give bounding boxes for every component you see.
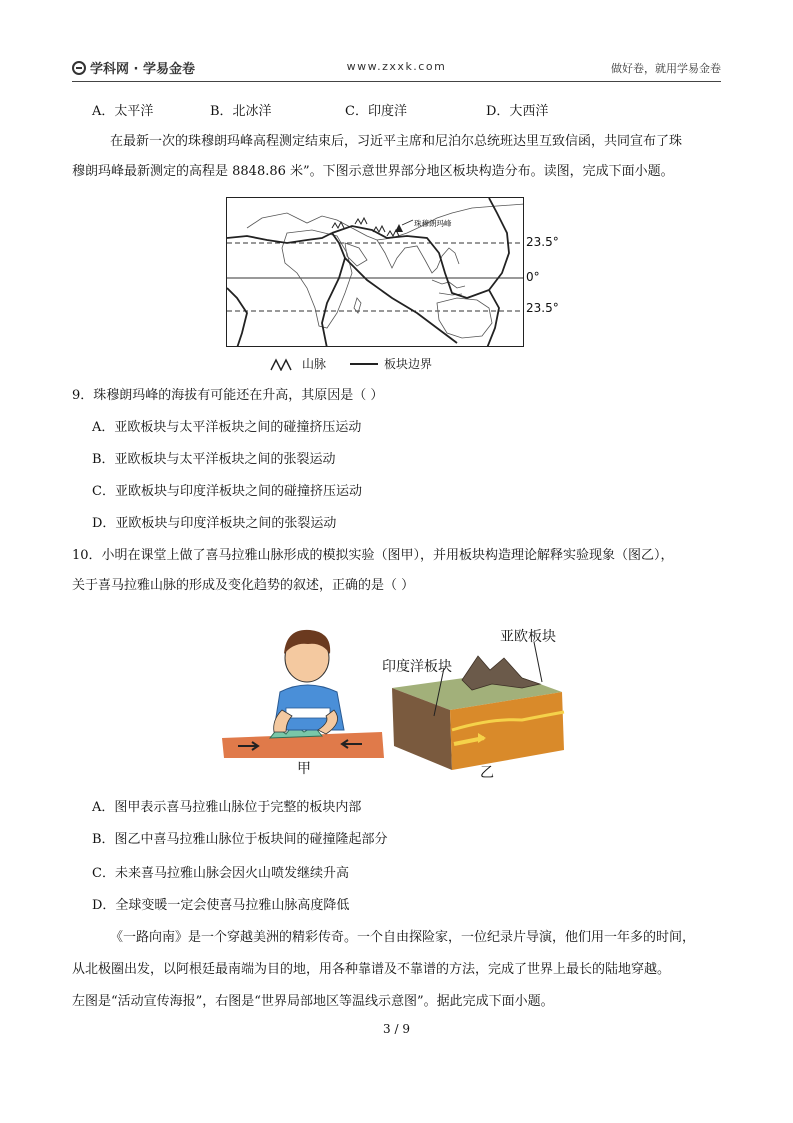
everest-marker [395, 224, 403, 232]
eurasian-plate-label: 亚欧板块 [500, 629, 556, 645]
intro2-line2: 从北极圈出发，以阿根廷最南端为目的地，用各种靠谱及不靠谱的方法，完成了世界上最长的陆地穿越。 [72, 962, 671, 977]
south-asia-coast [377, 240, 459, 273]
q10-option-a: A．图甲表示喜马拉雅山脉位于完整的板块内部 [92, 800, 362, 815]
everest-pointer [402, 220, 413, 225]
australia-outline [437, 298, 492, 338]
indian-plate-label: 印度洋板块 [382, 659, 452, 675]
intro1-line1: 在最新一次的珠穆朗玛峰高程测定结束后，习近平主席和尼泊尔总统班达里互致信函，共同宣布了珠 [110, 134, 683, 149]
q8-option-d: D．大西洋 [486, 104, 549, 119]
q9-option-a: A．亚欧板块与太平洋板块之间的碰撞挤压运动 [92, 420, 362, 435]
himalaya-relief [462, 656, 540, 690]
q8-option-a: A．太平洋 [92, 104, 154, 119]
header-slogan: 做好卷，就用学易金卷 [611, 62, 721, 75]
intro2-line3: 左图是“活动宣传海报”，右图是“世界局部地区等温线示意图”。据此完成下面小题。 [72, 994, 554, 1009]
boundary-atlantic [227, 288, 247, 347]
lat-label-equator: 0° [526, 270, 540, 284]
experiment-figure [222, 620, 574, 780]
map-legend [270, 355, 432, 372]
q8-option-b: B．北冰洋 [210, 104, 272, 119]
boundary-pacific-south [487, 290, 499, 347]
page-header [72, 56, 721, 82]
eurasian-plate-pointer [534, 642, 542, 682]
latitude-labels [524, 197, 584, 347]
africa-outline [282, 230, 352, 328]
figure-jia-label: 甲 [297, 761, 311, 777]
header-url: www.zxxk.com [346, 60, 447, 73]
plate-map [226, 197, 524, 347]
boundary-indian-ridge [345, 258, 457, 343]
figure-yi-label: 乙 [480, 765, 494, 781]
eurasia-coast [247, 204, 524, 240]
q10-stem-line1: 10．小明在课堂上做了喜马拉雅山脉形成的模拟实验（图甲），并用板块构造理论解释实验现象（图乙）， [72, 548, 674, 563]
q10-option-d: D．全球变暖一定会使喜马拉雅山脉高度降低 [92, 898, 350, 913]
q10-option-b: B．图乙中喜马拉雅山脉位于板块间的碰撞隆起部分 [92, 832, 388, 847]
intro2-line1: 《一路向南》是一个穿越美洲的精彩传奇。一个自由探险家，一位纪录片导演，他们用一年多的时间， [110, 930, 696, 945]
q9-stem: 9．珠穆朗玛峰的海拔有可能还在升高，其原因是（ ） [72, 388, 384, 403]
legend-boundary-label: 板块边界 [384, 357, 433, 371]
legend-boundary-line [350, 363, 378, 365]
boundary-africa-east [322, 233, 345, 347]
q9-option-d: D．亚欧板块与印度洋板块之间的张裂运动 [92, 516, 337, 531]
lat-label-south: 23.5° [526, 301, 559, 315]
mountain-symbols [332, 218, 399, 236]
legend-mountain-label: 山脉 [302, 357, 327, 371]
lat-label-north: 23.5° [526, 235, 559, 249]
q9-option-b: B．亚欧板块与太平洋板块之间的张裂运动 [92, 452, 336, 467]
q9-option-c: C．亚欧板块与印度洋板块之间的碰撞挤压运动 [92, 484, 362, 499]
everest-label: 珠穆朗玛峰 [414, 219, 452, 228]
page-number: 3 / 9 [383, 1022, 410, 1036]
q10-option-c: C．未来喜马拉雅山脉会因火山喷发继续升高 [92, 866, 349, 881]
boundary-mediterranean [227, 233, 332, 243]
logo-text: 学科网 · 学易金卷 [90, 62, 195, 77]
plate-map-svg [227, 198, 524, 347]
shirt-stripe [286, 708, 330, 718]
intro1-line2: 穆朗玛峰最新测定的高程是 8848.86 米”。下图示意世界部分地区板块构造分布。读图，完成下面小题。 [72, 164, 674, 179]
q8-option-c: C．印度洋 [345, 104, 407, 119]
q10-stem-line2: 关于喜马拉雅山脉的形成及变化趋势的叙述，正确的是（ ） [72, 578, 415, 593]
mountain-legend-icon [270, 357, 296, 371]
